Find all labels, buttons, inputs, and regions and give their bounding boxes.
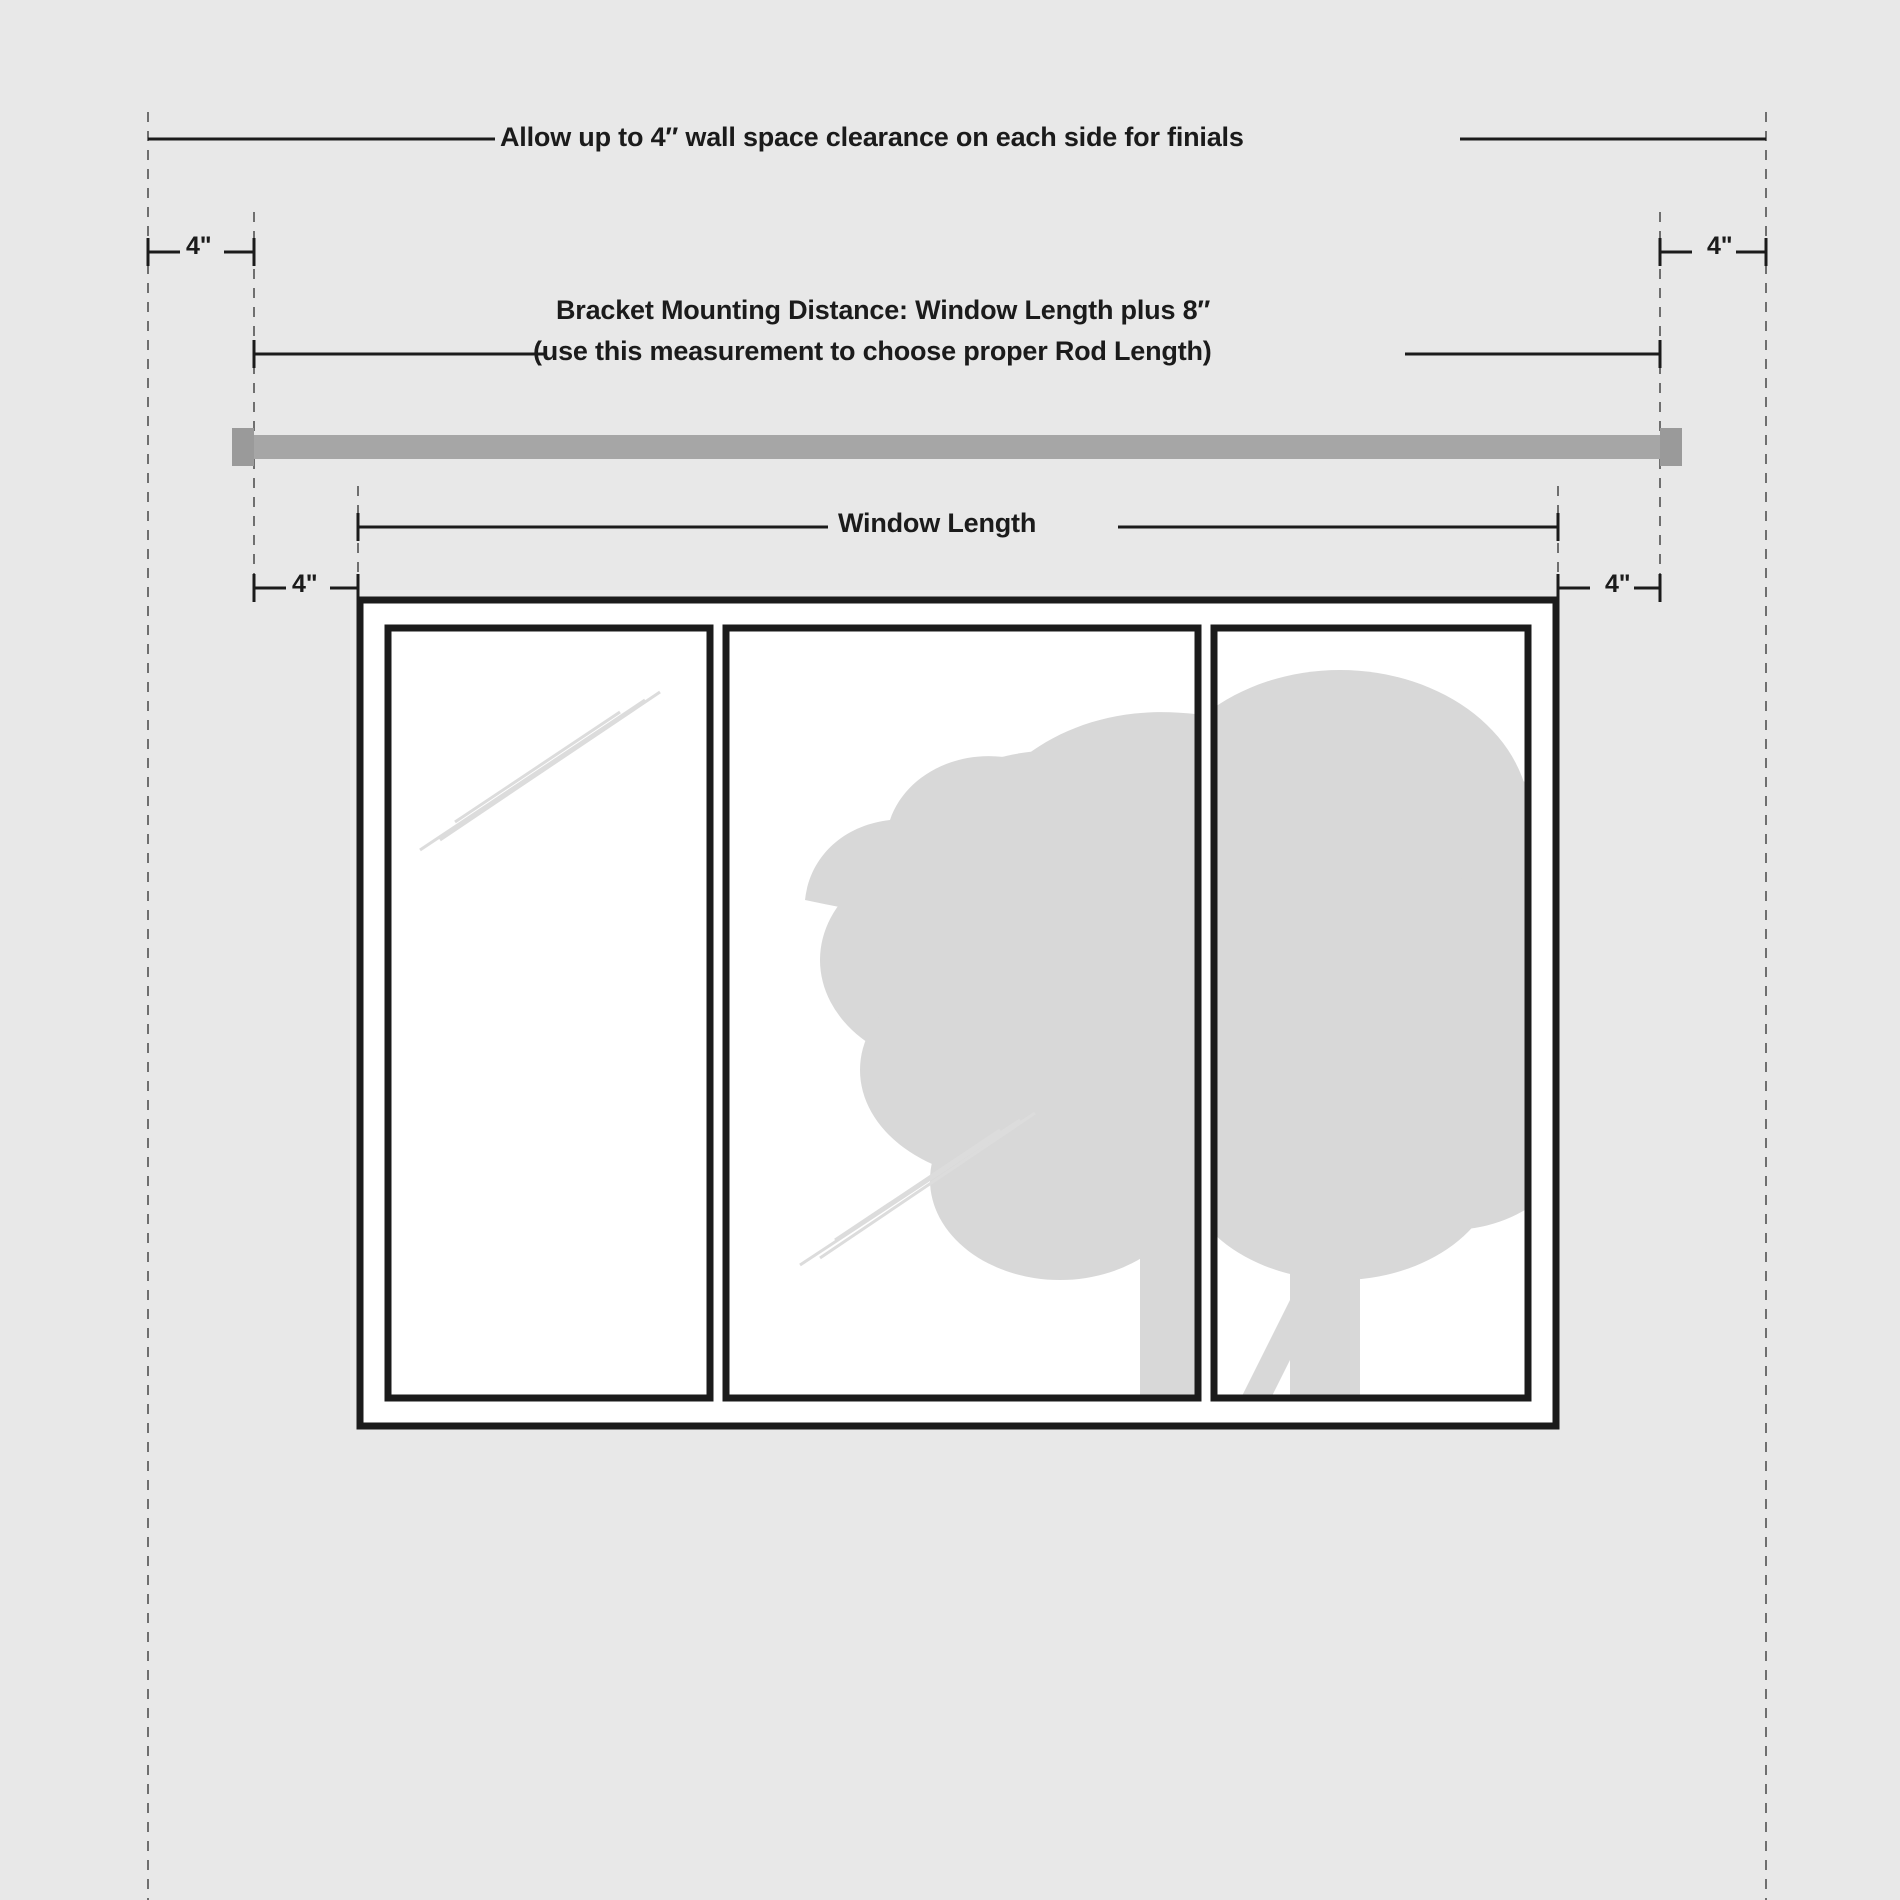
dimension-label-4in-bottom-left: 4" (292, 570, 318, 598)
window-illustration (360, 600, 1610, 1426)
dimension-label-4in-bottom-right: 4" (1605, 570, 1631, 598)
window-length-label: Window Length (838, 508, 1037, 538)
dimension-label-4in-top-left: 4" (186, 232, 212, 260)
dimension-label-4in-top-right: 4" (1707, 232, 1733, 260)
clearance-note-label: Allow up to 4″ wall space clearance on each side for finials (500, 122, 1244, 152)
bracket-mounting-distance-label: Bracket Mounting Distance: Window Length plus 8″ (556, 295, 1211, 325)
bracket-mounting-note-label: (use this measurement to choose proper Rod Length) (533, 336, 1212, 366)
